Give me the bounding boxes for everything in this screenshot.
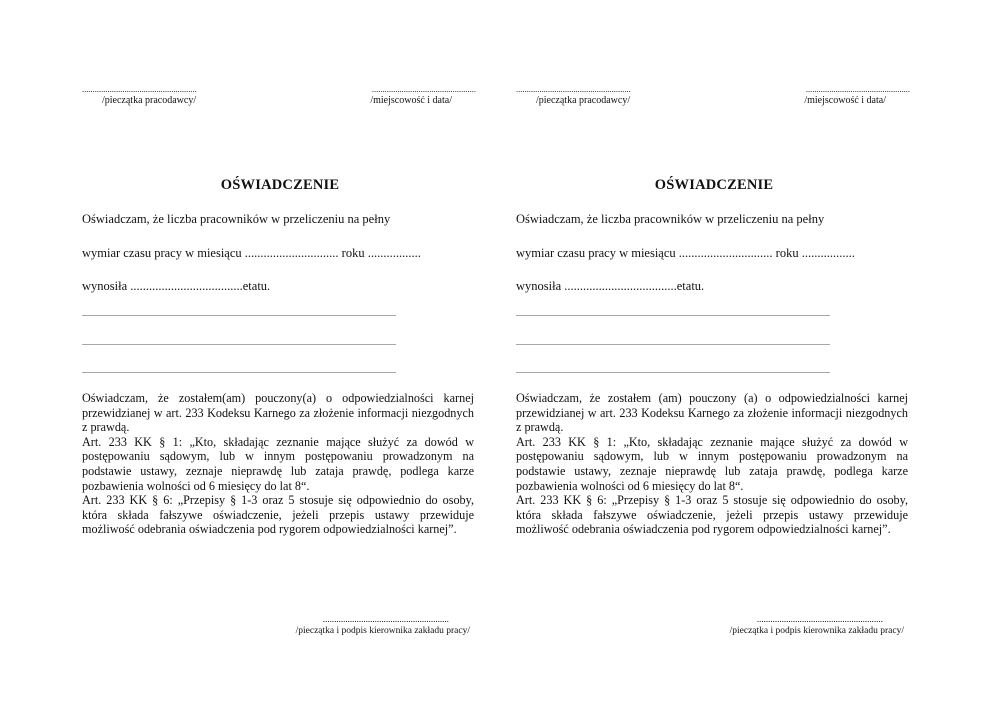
blank-dotted-line: ............................................................................................................................................................. bbox=[82, 309, 396, 318]
employer-stamp-field bbox=[82, 84, 197, 107]
place-date-dots: ................................................. bbox=[371, 84, 476, 94]
employer-stamp-caption: /pieczątka pracodawcy/ bbox=[536, 95, 631, 106]
blank-dotted-line: ............................................................................................................................................................. bbox=[516, 338, 830, 347]
place-date-field bbox=[804, 84, 910, 107]
statement-line-1: Oświadczam, że liczba pracowników w przeliczeniu na pełny bbox=[82, 212, 391, 226]
blank-dotted-line: ............................................................................................................................................................. bbox=[82, 366, 396, 375]
article-233-6-paragraph: Art. 233 KK § 6: „Przepisy § 1-3 oraz 5 stosuje się odpowiednio do osoby, która składa fałszywe oświadczenie, jeżeli przepis ustawy przewiduje możliwość odebrania oświadczenia pod rygorem odpowiedzialności karnej”. bbox=[82, 493, 474, 537]
blank-dotted-line: ............................................................................................................................................................. bbox=[516, 366, 830, 375]
signature-dots: ........................................................ bbox=[756, 614, 883, 624]
signature-field bbox=[296, 614, 470, 637]
place-date-caption: /miejscowość i data/ bbox=[804, 95, 886, 106]
liability-paragraph: Oświadczam, że zostałem (am) pouczony (a) o odpowiedzialności karnej przewidzianej w art. 233 Kodeksu Karnego za złożenie informacji niezgodnych z prawdą. bbox=[516, 391, 908, 435]
signature-dots: ........................................................ bbox=[322, 614, 449, 624]
blank-dotted-line: ............................................................................................................................................................. bbox=[82, 338, 396, 347]
legal-notice bbox=[82, 391, 474, 537]
employer-stamp-field bbox=[516, 84, 631, 107]
employer-stamp-dots: ...................................................... bbox=[516, 84, 631, 94]
blank-dotted-line: ............................................................................................................................................................. bbox=[516, 309, 830, 318]
liability-paragraph: Oświadczam, że zostałem(am) pouczony(a) o odpowiedzialności karnej przewidzianej w art. 233 Kodeksu Karnego za złożenie informacji niezgodnych z prawdą. bbox=[82, 391, 474, 435]
statement-line-2: wymiar czasu pracy w miesiącu .............................. roku ................. bbox=[516, 246, 855, 260]
article-233-6-paragraph: Art. 233 KK § 6: „Przepisy § 1-3 oraz 5 stosuje się odpowiednio do osoby, która składa fałszywe oświadczenie, jeżeli przepis ustawy przewiduje możliwość odebrania oświadczenia pod rygorem odpowiedzialności karnej”. bbox=[516, 493, 908, 537]
place-date-caption: /miejscowość i data/ bbox=[370, 95, 452, 106]
statement-line-2: wymiar czasu pracy w miesiącu .............................. roku ................. bbox=[82, 246, 421, 260]
place-date-field bbox=[370, 84, 476, 107]
article-233-1-paragraph: Art. 233 KK § 1: „Kto, składając zeznanie mające służyć za dowód w postępowaniu sądowym, lub w innym postępowaniu prowadzonym na podstawie ustawy, zeznaje nieprawdę lub zataja prawdę, podlega karze pozbawienia wolności od 6 miesięcy do lat 8“. bbox=[82, 434, 474, 493]
statement-line-3: wynosiła ....................................etatu. bbox=[516, 279, 705, 293]
signature-field bbox=[730, 614, 904, 637]
employer-stamp-caption: /pieczątka pracodawcy/ bbox=[102, 95, 197, 106]
form-title: OŚWIADCZENIE bbox=[220, 177, 340, 193]
employer-stamp-dots: ...................................................... bbox=[82, 84, 197, 94]
legal-notice bbox=[516, 391, 908, 537]
article-233-1-paragraph: Art. 233 KK § 1: „Kto, składając zeznanie mające służyć za dowód w postępowaniu sądowym, lub w innym postępowaniu prowadzonym na podstawie ustawy, zeznaje nieprawdę lub zataja prawdę, podlega karze pozbawienia wolności od 6 miesięcy do lat 8“. bbox=[516, 434, 908, 493]
statement-line-1: Oświadczam, że liczba pracowników w przeliczeniu na pełny bbox=[516, 212, 825, 226]
form-title: OŚWIADCZENIE bbox=[654, 177, 774, 193]
signature-caption: /pieczątka i podpis kierownika zakładu pracy/ bbox=[729, 626, 904, 636]
place-date-dots: ................................................. bbox=[805, 84, 910, 94]
declaration-form-left bbox=[80, 0, 480, 702]
signature-caption: /pieczątka i podpis kierownika zakładu pracy/ bbox=[295, 626, 470, 636]
declaration-form-right bbox=[514, 0, 914, 702]
statement-line-3: wynosiła ....................................etatu. bbox=[82, 279, 271, 293]
